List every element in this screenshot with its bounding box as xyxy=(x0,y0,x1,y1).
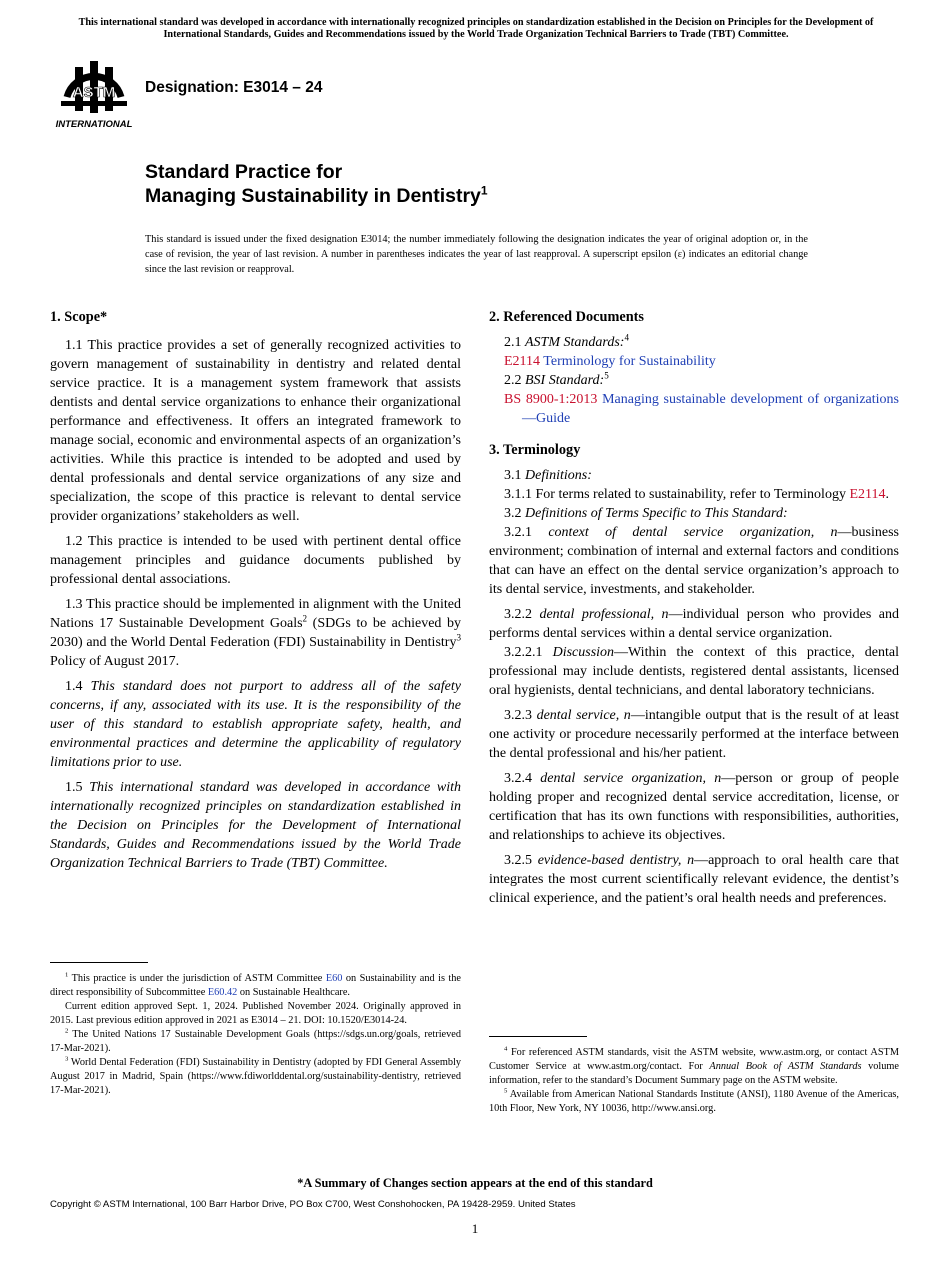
footnotes-right xyxy=(489,1046,899,1116)
footnote-rule-right xyxy=(489,1036,587,1037)
link-e60[interactable]: E60 xyxy=(325,973,343,984)
scope-1-2: 1.2 This practice is intended to be used with pertinent dental office management principles and guidance documents published by professional dental associations. xyxy=(50,534,461,587)
section-3-2-4: 3.2.4 dental service organization, n—person or group of people holding proper and recognized dental service accreditation, license, or certification that has its own functions with responsibilities, authorities, and relationships to achieve its objectives. xyxy=(489,771,899,843)
section-2-2: 2.2 BSI Standard:$^5$ xyxy=(504,370,609,388)
ref-bs8900 xyxy=(489,390,899,428)
section-2-1: 2.1 ASTM Standards:$^4$ xyxy=(504,332,629,350)
footnote-rule-left xyxy=(50,962,148,963)
scope-heading: 1. Scope* xyxy=(50,309,108,325)
summary-of-changes-notice: *A Summary of Changes section appears at the end of this standard xyxy=(297,1176,653,1190)
footnote-3: $^3$ World Dental Federation (FDI) Sustainability in Dentistry (adopted by FDI General Assembly August 2017 in Madrid, Spain (https://www.fdiworlddental.org/sustainability-dentistry, retrieved 17-Mar-2021). xyxy=(50,1055,461,1096)
left-column xyxy=(50,308,461,873)
section-3-2-5: 3.2.5 evidence-based dentistry, n—approach to oral health care that integrates the most current scientifically relevant evidence, the dentist’s clinical experience, and the patient’s oral health needs and preferences. xyxy=(489,853,900,906)
header-notice: This international standard was developed in accordance with internationally recognized principles on standardization established in the Decision on Principles for the Development of International Standards, Guides and Recommendations issued by the World Trade Organization Technical Barriers to Trade (TBT) Committee. xyxy=(78,17,874,41)
title-line-2: Managing Sustainability in Dentistry$^1$ xyxy=(145,183,488,207)
scope-1-1: 1.1 This practice provides a set of generally recognized activities to govern management of sustainability in dentistry and related dental service practice. It is a management system framework that assists dentists and dental service organizations to enhance their organizational performance and effectiveness. It offers an integrated framework to manage social, economic and environmental aspects of an organization’s activities. While this practice is intended to be adopted and used by dental professionals and dental service organizations of any size and specialization, the scope of this practice is relevant to dental service provider organizations’ stakeholders as well. xyxy=(50,338,461,524)
terminology-heading: 3. Terminology xyxy=(489,442,581,458)
link-e2114-title[interactable]: Terminology for Sustainability xyxy=(540,354,716,369)
section-3-2: 3.2 Definitions of Terms Specific to This Standard: xyxy=(504,506,788,521)
scope-1-5: 1.5 This international standard was developed in accordance with internationally recognized principles on standardization established in the Decision on Principles for the Development of International Standards, Guides and Recommendations issued by the World Trade Organization Technical Barriers to Trade (TBT) Committee. xyxy=(50,780,462,871)
footnote-5: $^5$ Available from American National Standards Institute (ANSI), 1180 Avenue of the Americas, 10th Floor, New York, NY 10036, http://www.ansi.org. xyxy=(489,1087,899,1114)
section-3-2-1: 3.2.1 context of dental service organization, n—business environment; combination of internal and external factors and conditions that can have an effect on the dental service organization’s approach to its dental service, investments, and stakeholder. xyxy=(489,525,899,597)
footnote-edition: Current edition approved Sept. 1, 2024. Published November 2024. Originally approved in 2015. Last previous edition approved in 2021 as E3014 – 21. DOI: 10.1520/E3014-24. xyxy=(50,1001,461,1026)
section-3-2-2-1: 3.2.2.1 Discussion—Within the context of this practice, dental professional may include dentists, registered dental assistants, licensed oral hygienists, dental technicians, and dental laboratory technicians. xyxy=(489,645,899,698)
section-3-1-1: 3.1.1 For terms related to sustainability, refer to Terminology E2114. xyxy=(504,487,889,502)
scope-1-4: 1.4 This standard does not purport to address all of the safety concerns, if any, associated with its use. It is the responsibility of the user of this standard to establish appropriate safety, health, and environmental practices and determine the applicability of regulatory limitations prior to use. xyxy=(50,679,462,770)
page-number: 1 xyxy=(471,1221,479,1236)
link-bs8900[interactable]: BS 8900-1:2013 xyxy=(504,392,598,407)
link-bs8900-title[interactable]: Managing sustainable development of organizations—Guide xyxy=(522,392,899,426)
designation: Designation: E3014 – 24 xyxy=(145,79,323,96)
footnote-2: $^2$ The United Nations 17 Sustainable Development Goals (https://sdgs.un.org/goals, retrieved 17-Mar-2021). xyxy=(50,1027,461,1054)
link-e60-42[interactable]: E60.42 xyxy=(207,987,238,998)
section-3-2-2: 3.2.2 dental professional, n—individual person who provides and performs dental services within a dental service organization. xyxy=(489,607,900,641)
footnote-4: $^4$ For referenced ASTM standards, visit the ASTM website, www.astm.org, or contact ASTM Customer Service at www.astm.org/contact. For Annual Book of ASTM Standards volume information, refer to the standard’s Document Summary page on the ASTM website. xyxy=(489,1045,899,1086)
copyright: Copyright © ASTM International, 100 Barr Harbor Drive, PO Box C700, West Conshohocken, PA 19428-2959. United States xyxy=(50,1199,576,1210)
footnote-1: $^1$ This practice is under the jurisdiction of ASTM Committee E60 on Sustainability and is the direct responsibility of Subcommittee E60.42 on Sustainable Healthcare. xyxy=(50,971,461,998)
ref-e2114 xyxy=(489,352,899,371)
link-e2114-terminology[interactable]: E2114 xyxy=(849,487,886,502)
astm-wordmark: ASTM xyxy=(72,84,116,101)
page-title xyxy=(145,160,488,208)
referenced-heading: 2. Referenced Documents xyxy=(489,309,644,325)
footnotes-left xyxy=(50,972,461,1098)
section-3-2-3: 3.2.3 dental service, n—intangible output that is the result of at least one activity or procedure necessarily performed at the interface between the dental professional and his/her patient. xyxy=(489,708,899,761)
section-3-1: 3.1 Definitions: xyxy=(504,468,592,483)
title-line-1: Standard Practice for xyxy=(145,161,343,183)
scope-1-3: 1.3 This practice should be implemented in alignment with the United Nations 17 Sustainable Development Goals$^2$ (SDGs to be achieved by 2030) and the World Dental Federation (FDI) Sustainability in Dentistry$^3$ Policy of August 2017. xyxy=(50,597,462,669)
right-column xyxy=(489,308,899,908)
astm-subtitle: INTERNATIONAL xyxy=(55,119,133,130)
astm-logo xyxy=(53,57,135,131)
link-e2114[interactable]: E2114 xyxy=(504,354,541,369)
intro-paragraph: This standard is issued under the fixed designation E3014; the number immediately following the designation indicates the year of original adoption or, in the case of revision, the year of last revision. A number in parentheses indicates the year of last reapproval. A superscript epsilon (ε) indicates an editorial change since the last revision or reapproval. xyxy=(145,234,808,275)
